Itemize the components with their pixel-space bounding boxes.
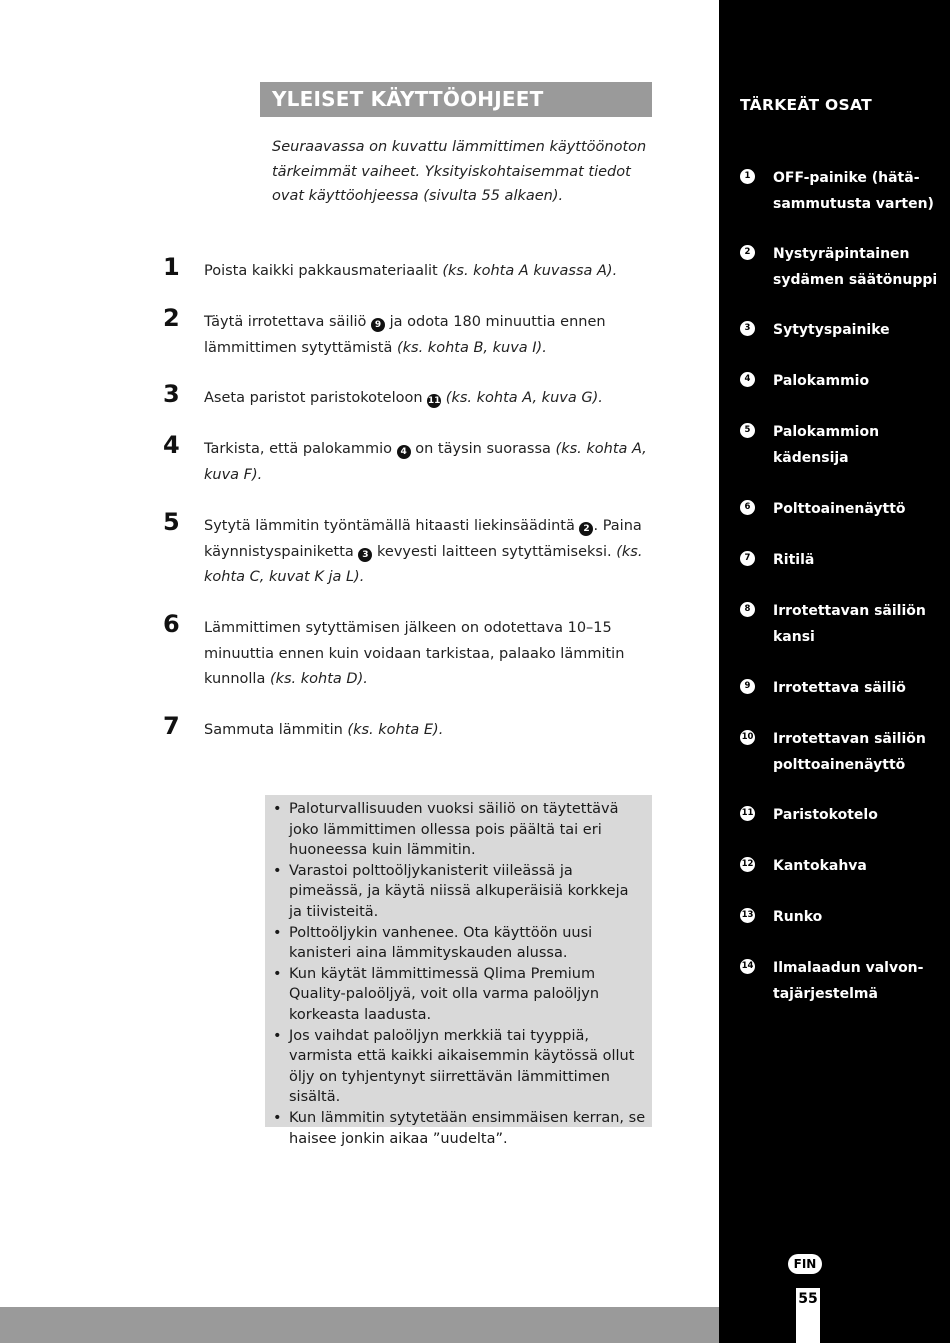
part-number-badge: 6 — [740, 500, 755, 515]
part-number-badge: 8 — [740, 602, 755, 617]
part-label: Ritilä — [773, 552, 815, 568]
page-title: YLEISET KÄYTTÖOHJEET — [260, 82, 652, 117]
part-number-badge: 11 — [740, 806, 755, 821]
part-label: Sytytyspainike — [773, 322, 890, 338]
step-text: Aseta paristot paristokoteloon 11 (ks. kohta A, kuva G). — [204, 390, 603, 406]
part-number-badge: 3 — [358, 548, 372, 562]
part-number-badge: 11 — [427, 396, 441, 406]
part-number-badge: 4 — [397, 445, 411, 459]
part-label: Kantokahva — [773, 858, 867, 874]
part-label: Runko — [773, 909, 823, 925]
step-number: 5 — [163, 508, 180, 536]
part-number-badge: 5 — [740, 423, 755, 438]
safety-notes-box — [265, 795, 652, 1147]
intro-paragraph: Seuraavassa on kuvattu lämmittimen käyttöönoton tärkeimmät vaiheet. Yksityiskohtaisemmat tiedot ovat käyttöohjeessa (sivulta 55 alkaen). — [272, 139, 647, 204]
note-item: • Varastoi polttoöljykanisterit viileässä ja pimeässä, ja käytä niissä alkuperäisiä korkkeja ja tiivisteitä. — [271, 861, 646, 923]
parts-sidebar — [719, 0, 950, 1343]
page-number: 55 — [798, 1291, 818, 1307]
step-text: Täytä irrotettava säiliö 9 ja odota 180 minuuttia ennen lämmittimen sytyttämistä (ks. kohta B, kuva I). — [204, 314, 606, 356]
part-number-badge: 3 — [740, 321, 755, 336]
part-label: Nystyräpintainen sydämen säätönuppi — [773, 246, 938, 288]
part-number-badge: 4 — [740, 372, 755, 387]
step-number: 3 — [163, 380, 180, 408]
part-number-badge: 9 — [740, 679, 755, 694]
part-number-badge: 7 — [740, 551, 755, 566]
part-number-badge: 2 — [579, 522, 593, 536]
part-label: Polttoainenäyttö — [773, 501, 906, 517]
note-item: • Kun lämmitin sytytetään ensimmäisen kerran, se haisee jonkin aikaa ”uudelta”. — [271, 1108, 646, 1149]
part-label: Ilmalaadun valvon-tajärjestelmä — [773, 960, 924, 1002]
sidebar-title: TÄRKEÄT OSAT — [740, 96, 872, 114]
step-text: Poista kaikki pakkausmateriaalit (ks. kohta A kuvassa A). — [204, 263, 618, 279]
part-label: OFF-painike (hätä-sammutusta varten) — [773, 170, 934, 212]
notes-list — [271, 799, 646, 1149]
part-label: Palokammio — [773, 373, 870, 389]
footer-bar — [0, 1307, 719, 1343]
part-number-badge: 10 — [740, 730, 755, 745]
language-badge: FIN — [788, 1254, 822, 1274]
step-number: 6 — [163, 610, 180, 638]
part-number-badge: 14 — [740, 959, 755, 974]
part-number-badge: 13 — [740, 908, 755, 923]
part-label: Palokammion kädensija — [773, 424, 880, 466]
step-text: Sammuta lämmitin (ks. kohta E). — [204, 722, 444, 738]
part-number-badge: 2 — [740, 245, 755, 260]
step-text: Sytytä lämmitin työntämällä hitaasti liekinsäädintä 2 . Paina käynnistyspainiketta 3 kevyesti laitteen sytyttämiseksi. (ks. kohta C, kuvat K ja L). — [204, 518, 643, 585]
part-label: Irrotettava säiliö — [773, 680, 906, 696]
part-label: Irrotettavan säiliön polttoainenäyttö — [773, 731, 926, 773]
step-number: 2 — [163, 304, 180, 332]
note-item: • Paloturvallisuuden vuoksi säiliö on täytettävä joko lämmittimen ollessa pois päältä tai eri huoneessa kuin lämmitin. — [271, 799, 646, 861]
part-number-badge: 1 — [740, 169, 755, 184]
part-label: Irrotettavan säiliön kansi — [773, 603, 926, 645]
part-number-badge: 12 — [740, 857, 755, 872]
step-text: Lämmittimen sytyttämisen jälkeen on odotettava 10–15 minuuttia ennen kuin voidaan tarkistaa, palaako lämmitin kunnolla (ks. kohta D). — [204, 620, 625, 687]
step-number: 7 — [163, 712, 180, 740]
step-number: 4 — [163, 431, 180, 459]
step-text: Tarkista, että palokammio 4 on täysin suorassa (ks. kohta A, kuva F). — [204, 441, 647, 483]
part-number-badge: 9 — [371, 318, 385, 332]
note-item: • Polttoöljykin vanhenee. Ota käyttöön uusi kanisteri aina lämmityskauden alussa. — [271, 923, 646, 964]
part-label: Paristokotelo — [773, 807, 878, 823]
note-item: • Kun käytät lämmittimessä Qlima Premium Quality-paloöljyä, voit olla varma paloöljyn korkeasta laadusta. — [271, 964, 646, 1026]
step-number: 1 — [163, 253, 180, 281]
note-item: • Jos vaihdat paloöljyn merkkiä tai tyyppiä, varmista että kaikki aikaisemmin käytössä ollut öljy on tyhjentynyt siirrettävän lämmittimen sisältä. — [271, 1026, 646, 1108]
